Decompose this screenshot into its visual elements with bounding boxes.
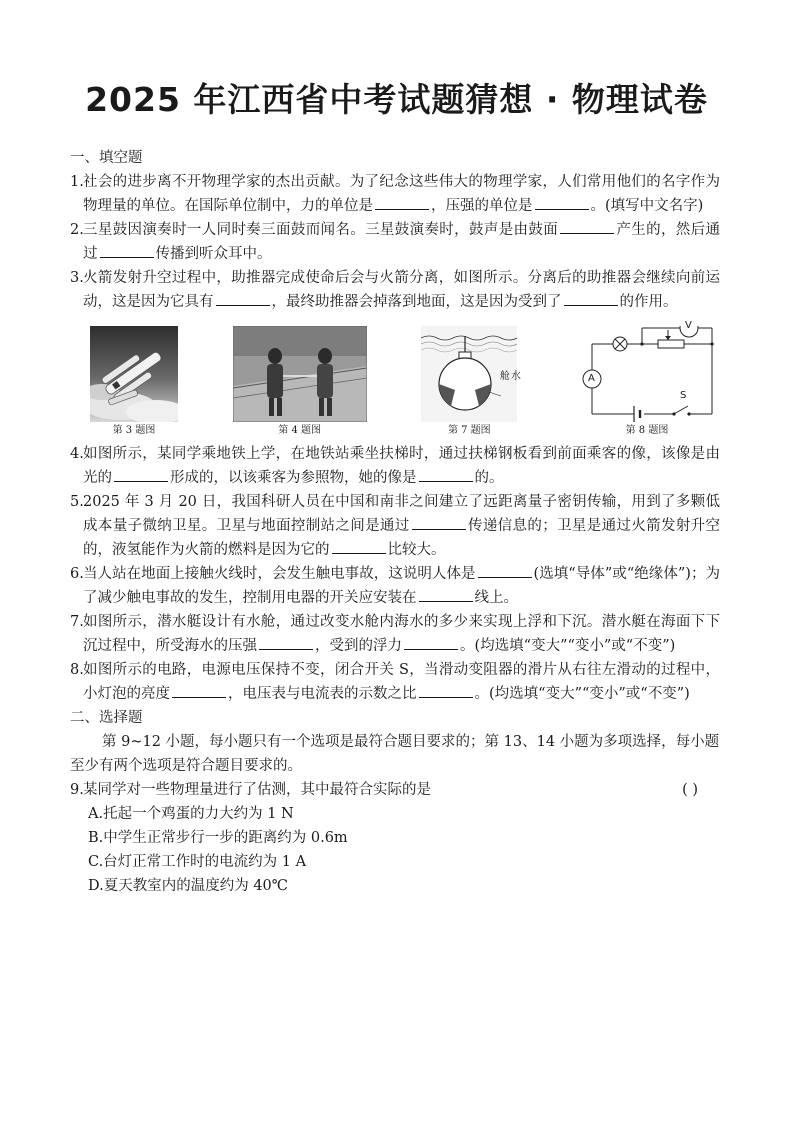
figure-3 bbox=[90, 326, 178, 438]
figure-caption: 第 4 题图 bbox=[278, 425, 322, 436]
question-text: 。(均选填“变大”“变小”或“不变”) bbox=[460, 638, 676, 654]
question-text: 的。 bbox=[474, 470, 504, 486]
question-text: ，电压表与电流表的示数之比 bbox=[228, 686, 417, 702]
question-3 bbox=[70, 266, 720, 314]
option-b: B.中学生正常步行一步的距离约为 0.6m bbox=[88, 830, 348, 846]
question-text: 。(均选填“变大”“变小”或“不变”) bbox=[474, 686, 690, 702]
answer-blank[interactable] bbox=[419, 682, 473, 698]
question-text: 的作用。 bbox=[619, 294, 678, 310]
section-heading-fill: 一、填空题 bbox=[70, 150, 143, 166]
answer-blank[interactable] bbox=[560, 218, 614, 234]
ammeter-label: A bbox=[587, 373, 595, 384]
page-title: 2025 年江西省中考试题猜想 · 物理试卷 bbox=[85, 80, 708, 119]
figure-caption: 第 8 题图 bbox=[625, 425, 669, 436]
question-text: 传播到听众耳中。 bbox=[155, 246, 272, 262]
answer-blank[interactable] bbox=[419, 466, 473, 482]
question-number: 6. bbox=[70, 566, 84, 582]
question-6 bbox=[70, 562, 720, 610]
answer-blank[interactable] bbox=[564, 290, 618, 306]
answer-blank[interactable] bbox=[535, 194, 589, 210]
question-number: 5. bbox=[70, 494, 84, 510]
answer-blank[interactable] bbox=[375, 194, 429, 210]
question-text: 某同学对一些物理量进行了估测，其中最符合实际的是 bbox=[83, 782, 431, 798]
question-1 bbox=[70, 170, 720, 218]
figure-7 bbox=[421, 326, 517, 438]
question-text: (选填“导体”或“绝缘体”)；为了减少触电事故的发生，控制用电器的开关应安装在 bbox=[83, 566, 720, 606]
question-number: 3. bbox=[70, 270, 84, 286]
question-text: 传递信息的；卫星是通过火箭发射升空的，液氢能作为火箭的燃料是因为它的 bbox=[83, 518, 721, 558]
answer-blank[interactable] bbox=[412, 514, 466, 530]
question-number: 1. bbox=[70, 174, 84, 190]
question-text: ，压强的单位是 bbox=[431, 198, 533, 214]
answer-parentheses[interactable]: ( ) bbox=[682, 782, 698, 798]
question-text: 当人站在地面上接触火线时，会发生触电事故，这说明人体是 bbox=[83, 566, 476, 582]
question-8 bbox=[70, 658, 720, 706]
figure-caption: 第 3 题图 bbox=[112, 425, 156, 436]
escalator-reflection-photo bbox=[233, 326, 367, 422]
question-number: 8. bbox=[70, 662, 84, 678]
answer-blank[interactable] bbox=[332, 538, 386, 554]
question-text: 线上。 bbox=[474, 590, 518, 606]
question-9 bbox=[70, 778, 720, 802]
question-text: 社会的进步离不开物理学家的杰出贡献。为了纪念这些伟大的物理学家，人们常用他们的名字作为物理量的单位。在国际单位制中，力的单位是 bbox=[83, 174, 720, 214]
question-text: 如图所示，某同学乘地铁上学，在地铁站乘坐扶梯时，通过扶梯钢板看到前面乘客的像，该像是由光的 bbox=[83, 446, 720, 486]
question-text: 比较大。 bbox=[387, 542, 446, 558]
question-7 bbox=[70, 610, 720, 658]
answer-blank[interactable] bbox=[216, 290, 270, 306]
figure-row bbox=[90, 320, 722, 438]
answer-blank[interactable] bbox=[478, 562, 532, 578]
option-c: C.台灯正常工作时的电流约为 1 A bbox=[88, 854, 307, 870]
question-number: 9. bbox=[70, 782, 84, 798]
question-text: 2025 年 3 月 20 日，我国科研人员在中国和南非之间建立了远距离量子密钥传输，用到了多颗低成本量子微纳卫星。卫星与地面控制站之间是通过 bbox=[83, 494, 720, 534]
option-d: D.夏天教室内的温度约为 40℃ bbox=[88, 878, 288, 894]
rocket-booster-photo bbox=[90, 326, 178, 422]
question-text: 三星鼓因演奏时一人同时奏三面鼓而闻名。三星鼓演奏时，鼓声是由鼓面 bbox=[83, 222, 559, 238]
question-4 bbox=[70, 442, 720, 490]
figure-4 bbox=[233, 326, 367, 438]
figure-caption: 第 7 题图 bbox=[447, 425, 491, 436]
question-number: 4. bbox=[70, 446, 84, 462]
question-2 bbox=[70, 218, 720, 266]
question-number: 7. bbox=[70, 614, 84, 630]
exam-content bbox=[70, 146, 720, 898]
question-text: 。(填写中文名字) bbox=[590, 198, 704, 214]
answer-blank[interactable] bbox=[419, 586, 473, 602]
answer-blank[interactable] bbox=[404, 634, 458, 650]
answer-blank[interactable] bbox=[114, 466, 168, 482]
question-text: 如图所示的电路，电源电压保持不变，闭合开关 S，当滑动变阻器的滑片从右往左滑动的过程中，小灯泡的亮度 bbox=[83, 662, 720, 702]
question-text: ，受到的浮力 bbox=[315, 638, 402, 654]
answer-blank[interactable] bbox=[259, 634, 313, 650]
section-intro: 第 9~12 小题，每小题只有一个选项是最符合题目要求的；第 13、14 小题为多项选择，每小题至少有两个选项是符合题目要求的。 bbox=[70, 734, 720, 774]
section-heading-choice: 二、选择题 bbox=[70, 710, 143, 726]
question-text: 产生的，然后通过 bbox=[83, 222, 721, 262]
question-text: 如图所示，潜水艇设计有水舱，通过改变水舱内海水的多少来实现上浮和下沉。潜水艇在海面下下沉过程中，所受海水的压强 bbox=[83, 614, 720, 654]
question-number: 2. bbox=[70, 222, 84, 238]
switch-label: S bbox=[679, 390, 687, 401]
question-text: ，最终助推器会掉落到地面，这是因为受到了 bbox=[271, 294, 562, 310]
voltmeter-label: V bbox=[684, 320, 692, 331]
answer-blank[interactable] bbox=[100, 242, 154, 258]
answer-blank[interactable] bbox=[172, 682, 226, 698]
question-text: 火箭发射升空过程中，助推器完成使命后会与火箭分离，如图所示。分离后的助推器会继续向前运动，这是因为它具有 bbox=[83, 270, 720, 310]
question-5 bbox=[70, 490, 720, 562]
question-text: 形成的，以该乘客为参照物，她的像是 bbox=[170, 470, 417, 486]
figure-8 bbox=[572, 320, 722, 438]
option-a: A.托起一个鸡蛋的力大约为 1 N bbox=[88, 806, 294, 822]
